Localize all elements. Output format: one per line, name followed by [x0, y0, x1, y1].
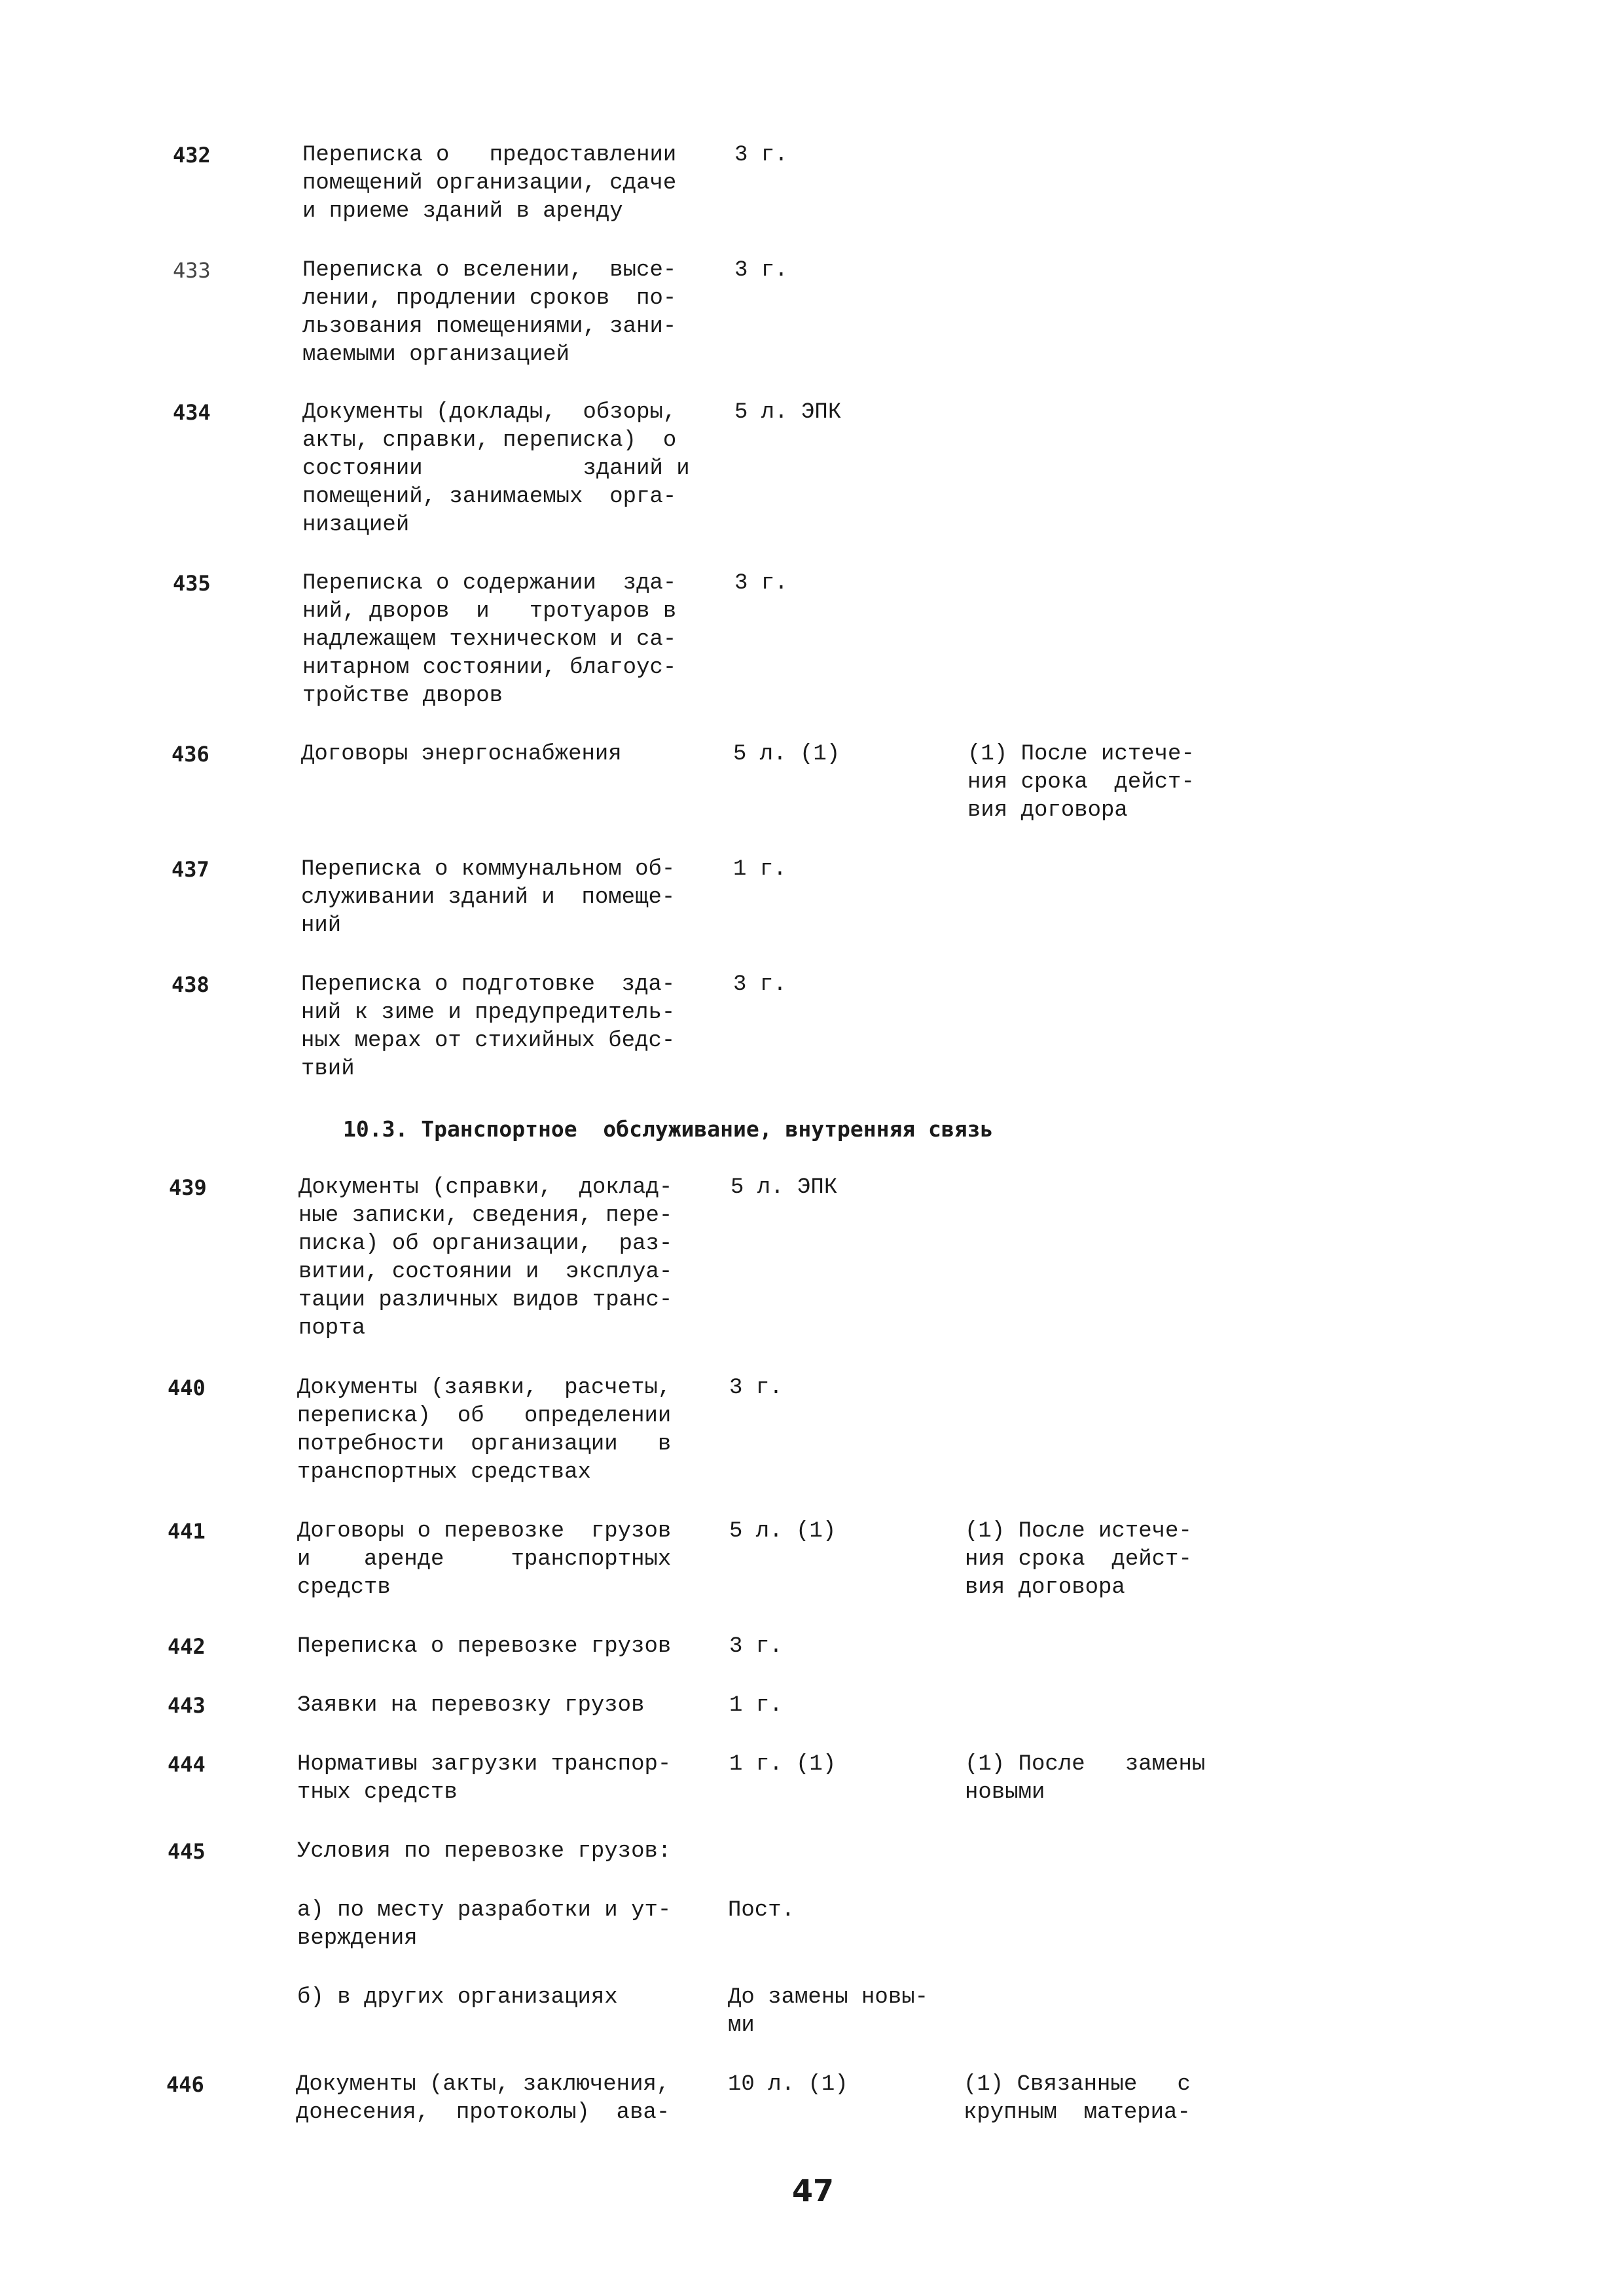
- entry-note-line: вия договора: [967, 798, 1128, 823]
- entry-description-line: твий: [301, 1057, 355, 1082]
- entry-term: Пост.: [728, 1898, 795, 1923]
- entry-description-line: помещений, занимаемых орга-: [302, 484, 677, 509]
- entry-number: 444: [168, 1752, 206, 1777]
- entry-description-line: Документы (заявки, расчеты,: [297, 1376, 672, 1400]
- entry-number: 446: [166, 2072, 204, 2097]
- entry-number: 443: [168, 1693, 206, 1718]
- entry-description-line: помещений организации, сдаче: [302, 171, 677, 196]
- entry-description-line: потребности организации в: [297, 1432, 672, 1457]
- entry-term: 3 г.: [734, 143, 788, 168]
- entry-term: 3 г.: [729, 1376, 783, 1400]
- entry-description-line: ний: [301, 913, 342, 938]
- section-title: 10.3. Транспортное обслуживание, внутренняя связь: [343, 1116, 994, 1142]
- entry-number: 445: [168, 1839, 206, 1864]
- entry-description-line: ний, дворов и тротуаров в: [302, 599, 677, 624]
- entry-description-line: ний к зиме и предупредитель-: [301, 1000, 676, 1025]
- entry-number: 439: [169, 1175, 207, 1200]
- entry-term: 3 г.: [729, 1634, 783, 1659]
- entry-term: 10 л. (1): [728, 2072, 848, 2097]
- entry-description-line: Договоры о перевозке грузов: [297, 1519, 672, 1544]
- page-number: 47: [792, 2173, 835, 2208]
- entry-description-line: ных мерах от стихийных бедс-: [301, 1029, 676, 1053]
- entry-term: ми: [728, 2013, 755, 2038]
- entry-description-line: Документы (доклады, обзоры,: [302, 400, 677, 425]
- entry-note-line: вия договора: [965, 1575, 1125, 1600]
- entry-description-line: и приеме зданий в аренду: [302, 199, 623, 224]
- entry-number: 441: [168, 1519, 206, 1544]
- entry-description-line: Переписка о предоставлении: [302, 143, 677, 168]
- entry-description-line: Переписка о перевозке грузов: [297, 1634, 672, 1659]
- entry-description-line: нитарном состоянии, благоус-: [302, 655, 677, 680]
- entry-term: 5 л. ЭПК: [731, 1175, 838, 1200]
- entry-note-line: ния срока дейст-: [967, 770, 1195, 795]
- entry-description-line: витии, состоянии и эксплуа-: [298, 1260, 673, 1285]
- entry-description-line: тройстве дворов: [302, 683, 503, 708]
- entry-description-line: маемыми организацией: [302, 342, 570, 367]
- entry-description-line: лении, продлении сроков по-: [302, 286, 677, 311]
- entry-description-line: служивании зданий и помеще-: [301, 885, 676, 910]
- entry-description-line: порта: [298, 1316, 366, 1341]
- entry-number: 432: [173, 143, 211, 168]
- entry-description-line: б) в других организациях: [297, 1985, 618, 2010]
- entry-number: 440: [168, 1376, 206, 1400]
- entry-number: 434: [173, 400, 211, 425]
- entry-description-line: Договоры энергоснабжения: [301, 742, 622, 767]
- entry-description-line: ные записки, сведения, пере-: [298, 1203, 673, 1228]
- entry-note-line: (1) После истече-: [965, 1519, 1192, 1544]
- entry-description-line: надлежащем техническом и са-: [302, 627, 677, 652]
- entry-term: 5 л. (1): [729, 1519, 837, 1544]
- entry-term: До замены новы-: [728, 1985, 929, 2010]
- entry-description-line: льзования помещениями, зани-: [302, 314, 677, 339]
- entry-description-line: переписка) об определении: [297, 1404, 672, 1429]
- entry-description-line: тных средств: [297, 1780, 458, 1805]
- entry-description-line: писка) об организации, раз-: [298, 1231, 673, 1256]
- entry-description-line: Переписка о вселении, высе-: [302, 258, 677, 283]
- entry-description-line: Условия по перевозке грузов:: [297, 1839, 672, 1864]
- entry-term: 1 г.: [733, 857, 787, 882]
- entry-note-line: (1) После замены: [965, 1752, 1206, 1777]
- entry-term: 1 г. (1): [729, 1752, 837, 1777]
- entry-number: 437: [171, 857, 209, 882]
- entry-note-line: ния срока дейст-: [965, 1547, 1192, 1572]
- entry-description-line: Переписка о содержании зда-: [302, 571, 677, 596]
- entry-term: 3 г.: [734, 571, 788, 596]
- entry-note-line: новыми: [965, 1780, 1045, 1805]
- entry-description-line: состоянии зданий и: [302, 456, 690, 481]
- entry-number: 435: [173, 571, 211, 596]
- entry-note-line: крупным материа-: [964, 2100, 1191, 2125]
- entry-number: 433: [173, 258, 211, 283]
- entry-term: 3 г.: [734, 258, 788, 283]
- entry-note-line: (1) После истече-: [967, 742, 1195, 767]
- entry-description-line: Документы (справки, доклад-: [298, 1175, 673, 1200]
- entry-description-line: Документы (акты, заключения,: [296, 2072, 670, 2097]
- entry-description-line: Переписка о подготовке зда-: [301, 972, 676, 997]
- entry-number: 442: [168, 1634, 206, 1659]
- entry-description-line: донесения, протоколы) ава-: [296, 2100, 670, 2125]
- entry-description-line: транспортных средствах: [297, 1460, 591, 1485]
- entry-note-line: (1) Связанные с: [964, 2072, 1191, 2097]
- entry-number: 436: [171, 742, 209, 767]
- entry-description-line: Заявки на перевозку грузов: [297, 1693, 645, 1718]
- entry-term: 3 г.: [733, 972, 787, 997]
- entry-number: 438: [171, 972, 209, 997]
- entry-description-line: низацией: [302, 513, 410, 538]
- entry-description-line: акты, справки, переписка) о: [302, 428, 677, 453]
- entry-description-line: тации различных видов транс-: [298, 1288, 673, 1313]
- entry-term: 1 г.: [729, 1693, 783, 1718]
- entry-description-line: Нормативы загрузки транспор-: [297, 1752, 672, 1777]
- entry-description-line: верждения: [297, 1926, 418, 1951]
- entry-description-line: Переписка о коммунальном об-: [301, 857, 676, 882]
- entry-description-line: и аренде транспортных: [297, 1547, 672, 1572]
- entry-description-line: а) по месту разработки и ут-: [297, 1898, 672, 1923]
- entry-term: 5 л. (1): [733, 742, 840, 767]
- entry-term: 5 л. ЭПК: [734, 400, 842, 425]
- entry-description-line: средств: [297, 1575, 391, 1600]
